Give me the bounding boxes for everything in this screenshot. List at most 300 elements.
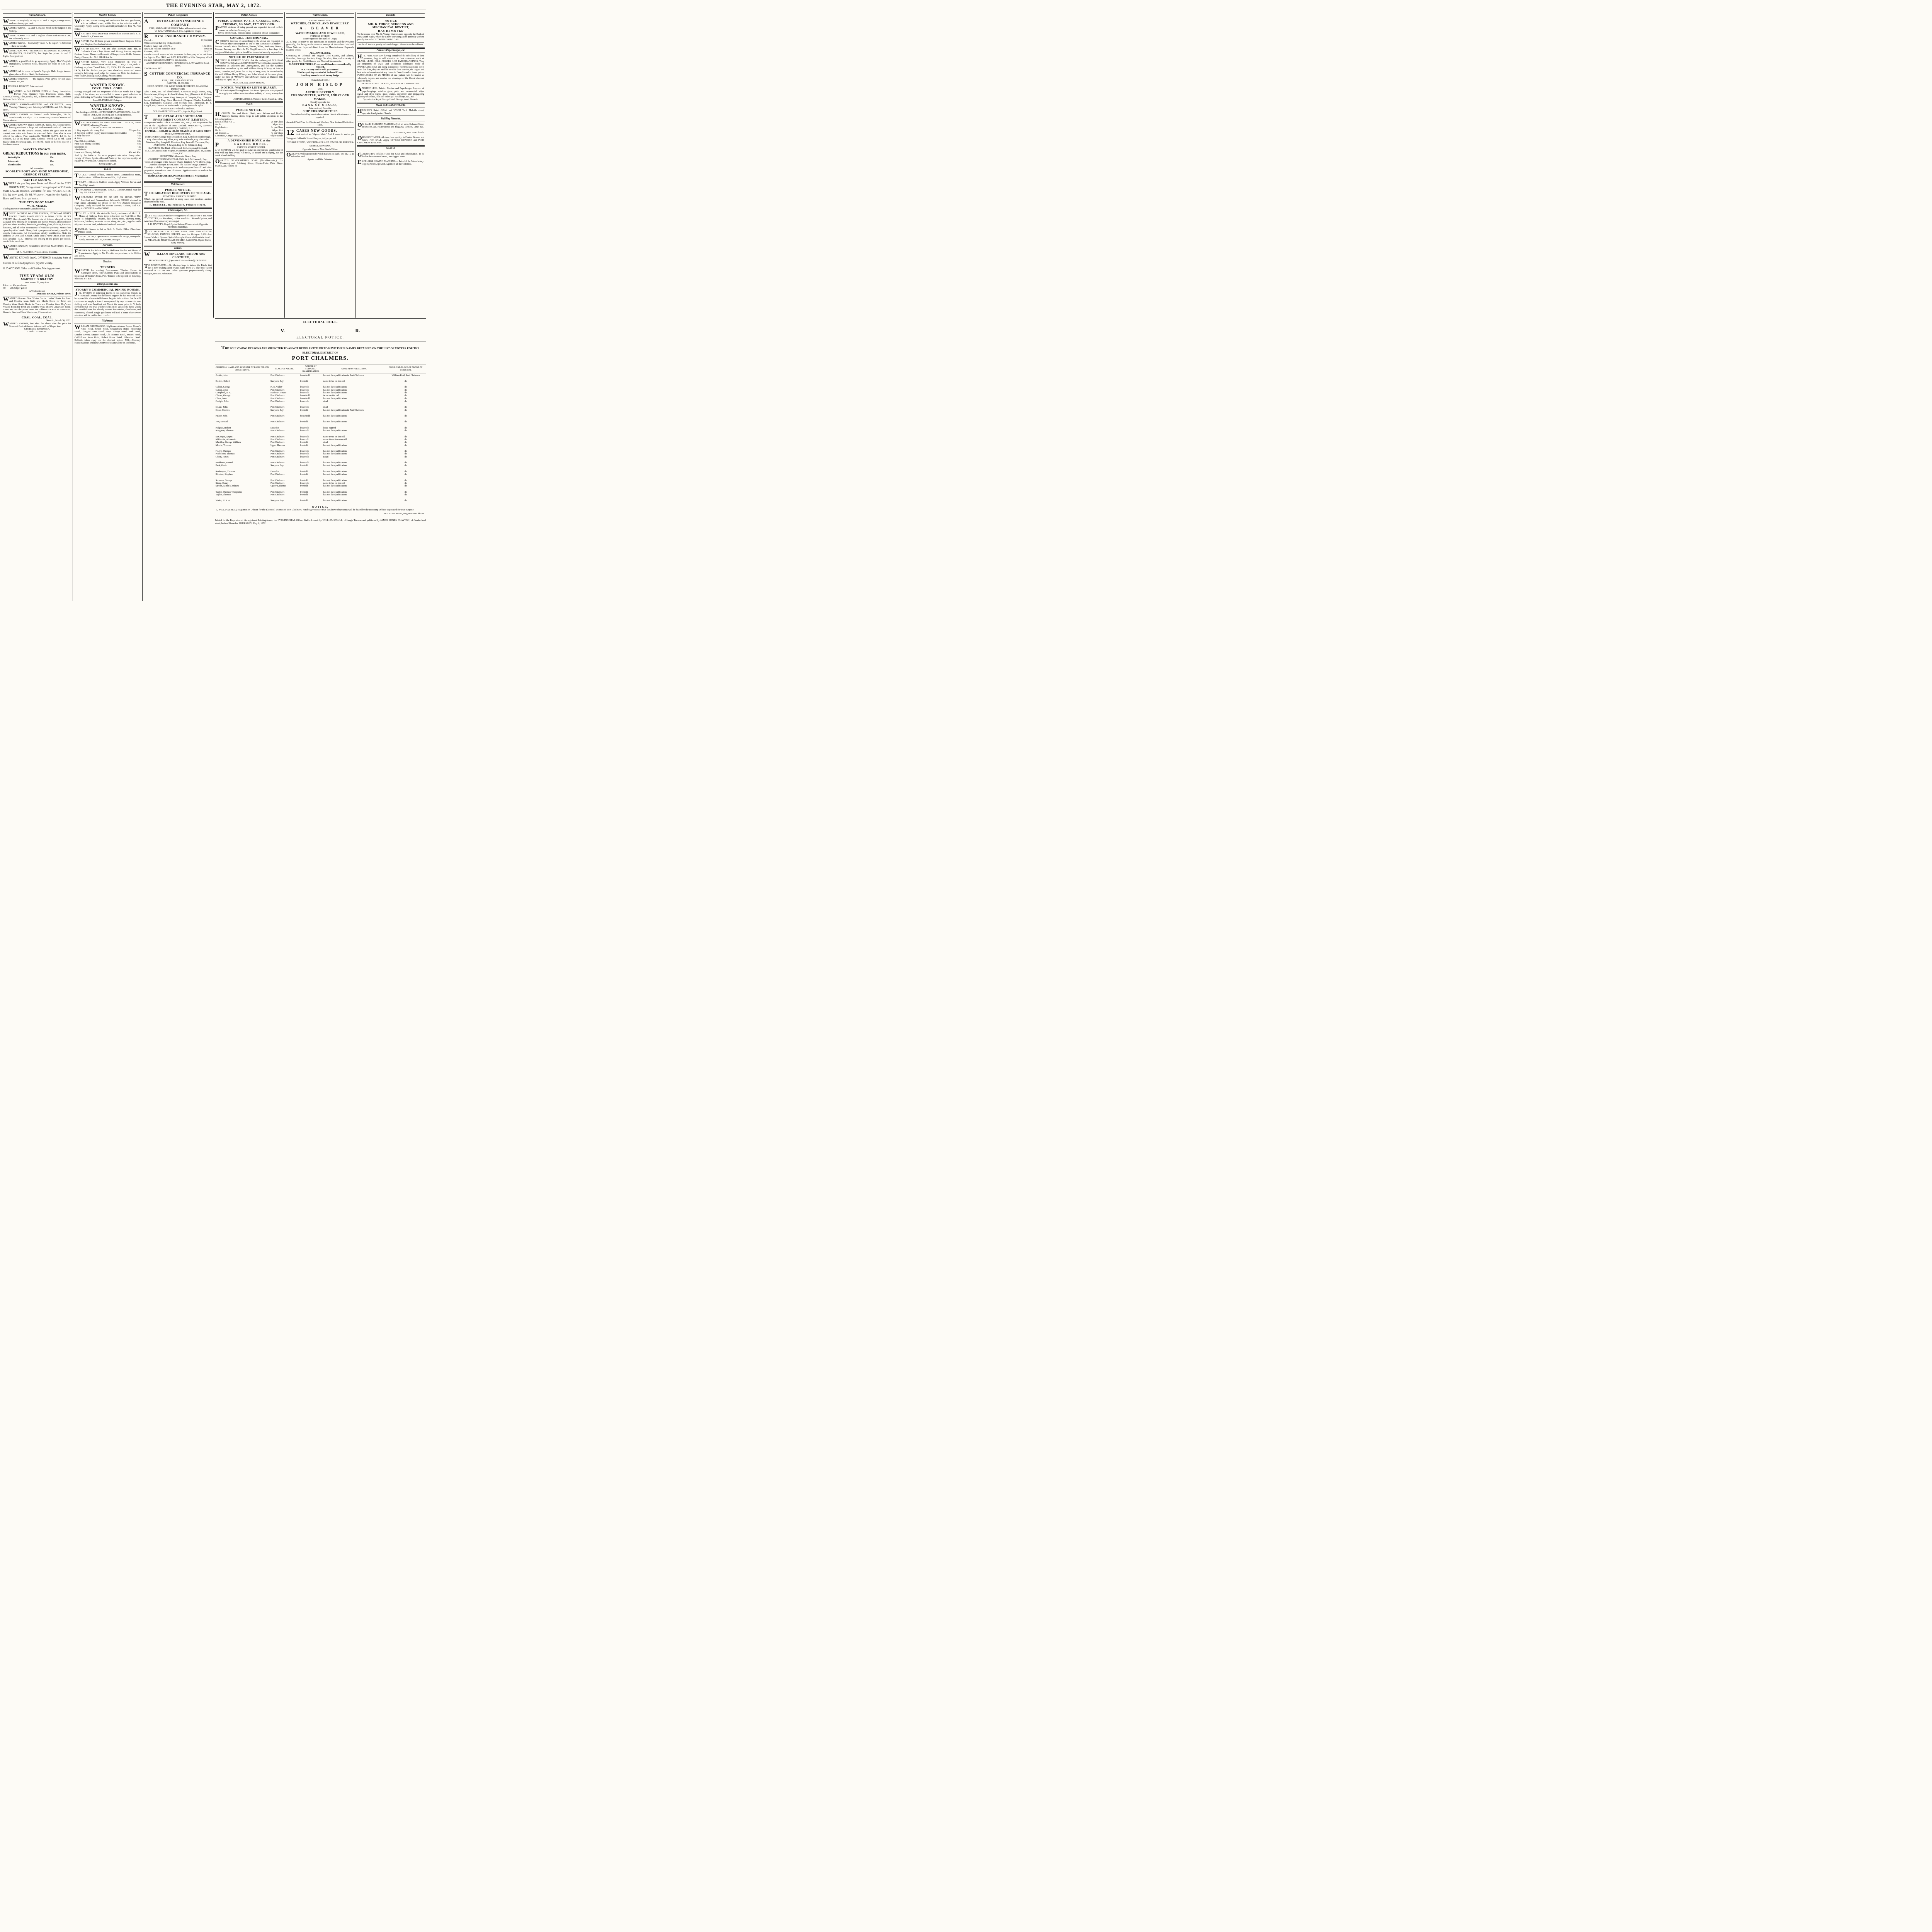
price-cell: New Life Policies issued in 1870 (144, 48, 175, 50)
section-header: Tailors. (144, 246, 212, 251)
table-cell: Port Chalmers (270, 461, 285, 464)
table-cell: Upper Harbour (270, 444, 286, 447)
table-cell: has not the qualification (323, 464, 347, 467)
table-cell: do (404, 479, 407, 482)
table-cell: Port Chalmers (270, 374, 285, 377)
price-row (144, 45, 212, 48)
ad-economists (144, 263, 212, 276)
ad-body: JUST RECEIVED ex STORM BIRD. FISH AND OYSTER SALOONS, PRINCES STREET, near the Octagon. 1,200 doz. Stewart's Island Oysters. Splendid sample. Game of all sorts in hand. (144, 230, 212, 239)
price-cell: 3. Very fine Port (75, 135, 90, 138)
classified-ad (3, 112, 71, 123)
table-row (215, 470, 426, 473)
price-table (215, 121, 283, 138)
table-cell: freehold (300, 464, 308, 467)
ad-subtitle: PRINCES STREET, (Opposite Criterion Hotel,) DUNEDIN. (149, 259, 207, 262)
section-header: For Sale. (74, 243, 141, 248)
ad-signature: JOHN MITCHELL, Princes street, Convener of Sub-Committee. (218, 31, 281, 34)
ad-body: J.N. STORRY in returning thanks to his numerous friends in Town and Country for the liberal support he has received since he opened the above establishment begs to inform them that he still continues to supply a Lunch unsurpassed by any in town for one shilling, and also Breakfast and Tea at the same price. J. N. feels confident that one trial will be sufficient to uphold the fame which this Establishment has already attained for comfort, cleanliness, and superiority of food. Single gentlemen will find a home where every attention will be paid to their comfort. (75, 291, 141, 317)
table-cell: freehold (300, 444, 308, 447)
table-row (215, 374, 426, 377)
ad-body: SEVERAL Houses to Let or Sell. E. Quick, Eldon Chambers, Princes street. (75, 227, 141, 234)
table-cell: freehold (300, 479, 308, 482)
price-row (75, 138, 141, 140)
table-cell: Port Chalmers (270, 455, 285, 458)
table-cell: do (404, 444, 407, 447)
ad-body: FREEHOLD, for Sale at Roslyn, Half-acre Garden and Home of 5 apartments. Apply to Mr Christie, on premises, or to Gillies and Street. (75, 248, 141, 258)
section-header: Hairdressers. (144, 182, 212, 187)
ad-body: WANTED KNOWN. — The highest Price given for old Lead, Pewter, &c, &c. (3, 77, 71, 83)
table-row (215, 427, 426, 429)
table-cell: freehold (300, 485, 308, 488)
ad-signature: W. H. M'KEAY. JOHN MOUAT. (233, 81, 265, 84)
ad-public-dinner (215, 19, 283, 36)
table-row (215, 397, 426, 400)
ad-signature: J. and D. FINDLAY. (27, 330, 47, 333)
spacer-cell (215, 476, 426, 479)
table-cell: has not the qualification (323, 485, 347, 488)
table-cell: has not the qualification (323, 449, 347, 452)
ad-excelsior (357, 159, 425, 167)
ad-body: NOTICE IS HEREBY GIVEN that the undersigned WILLIAM HENRY M'KEAY, and JOHN MOUAT have this day entered into Partnership as Solicitors and Conveyancers, and that the business heretofore carried on by the said William Henry M'Keay, at Princes street, Dunedin, will, from the 1st day of May, next, be carried on by the said William Henry M'Keay, and John Mouat, at the same place, under the firm of "M'KEAY and MOUAT." Dated at Dunedin this 30th day of April, 1872. (215, 58, 283, 82)
ad-body: WANTED KNOWN, that after the above date the price for Screened Coal, delivered in town, will be 50s per ton. (3, 321, 71, 328)
classified-ad (74, 19, 141, 32)
price-cell: 4d per Bottle (270, 134, 283, 138)
table-row (215, 394, 426, 397)
ad-title: PUBLIC NOTICE. (165, 188, 191, 192)
table-row (215, 491, 426, 493)
price-cell: 30s (137, 138, 141, 140)
table-cell: Port Chalmers (270, 429, 285, 432)
table-cell: household (300, 374, 310, 377)
table-cell: has not the qualification (323, 479, 347, 482)
table-cell: has not the qualification (323, 444, 347, 447)
ad-coke (74, 82, 141, 103)
ad-meet-times: To MEET THE TIMES, Prices on all Goods are considerably reduced. (289, 63, 352, 68)
ad-established: ESTABLISHED 1858. (309, 19, 331, 22)
table-cell: Dunedin (270, 470, 279, 473)
section-header: Dining Rooms, &c. (74, 282, 141, 287)
price-row (215, 126, 283, 129)
table-cell: Deans, John (216, 406, 228, 409)
table-cell: Parkhurst, Daniel (216, 461, 233, 464)
ad-body: WANTED Known.—Everybody wears A. T. Inglis's 4s 6d Shoes—their own make. (3, 41, 71, 48)
price-row (75, 129, 141, 132)
ad-cohen (215, 108, 283, 138)
table-cell: Clark, Isaac (216, 397, 228, 400)
ad-headline: WATCHES, CLOCKS, AND JEWELLERY. (291, 22, 350, 26)
table-row (215, 450, 426, 452)
ad-body: H.S. FISH AND SON having completed the rebuilding of their premises, beg to call attention to their extensive stock of GLASS, LEAD, OILS, COLORS AND PAPERHANGINGS. They are Importers of Wylie and Lochheads celebrated make of PAPERHANGINGS and being in receipt of monthly shipments direct from that firm, they are enabled to offer their patrons, the largest and best selected assortment of any house in Dunedin and at lower prices. PURCHASERS OF 25 PIECES of one pattern will be treated as wholesale buyers, and receive the advantage of the liberal discount made to them. (357, 53, 424, 82)
section-header: Hotels (215, 102, 283, 107)
ad-body: TO SELL, or Let, a Quarter-acre Section and Cottage, Sunnyside. Apply, Peterson and Co., Grocers, Octagon. (75, 235, 141, 241)
section-header: Watchmakers. (286, 13, 354, 18)
table-cell: leasehold (300, 406, 310, 409)
price-row (75, 146, 141, 149)
group-spacer (215, 447, 426, 450)
ad-date: 23rd October, 1871. (144, 67, 163, 70)
table-cell: Taylor, Thomas Theophilus (216, 490, 243, 493)
ad-name: MR. B. THROP, SURGEON AND MECHANICAL DENTIST, (368, 22, 414, 29)
ad-title: CHRONOMETER, WATCH, AND CLOCK MAKER, (291, 94, 350, 101)
table-cell: do (404, 493, 407, 496)
table-cell: leasehold (300, 388, 310, 391)
table-cell: do (404, 481, 407, 485)
ad-subtitle: FIRE, AND MARINE RISKS Taken at lowest current rates. (149, 27, 207, 30)
ad-committee: COMMITTEE IN NEW ZEALAND: W. J. M. Larnach, Esq., Colonial Manager of the Bank of Otago, Limited. A. W. Morris, Esq., Dunedin Manager. BANKERS: The Bank of Otago, Limited. (145, 158, 211, 167)
ad-subtitle: COKE. COKE. COKE. (92, 87, 124, 90)
table-cell: has not the qualification (323, 420, 347, 423)
price-cell: With unlimited liability of shareholders. (144, 42, 182, 45)
ad-body: WANTED Known.—A. and T. Inglis's Stock is the largest in the Colony. (3, 26, 71, 32)
ad-body: HUGHES'S Retail COAL and WOOD Yard, Melville street, opposite Presbyterian Church. (357, 108, 424, 115)
table-row (215, 438, 426, 441)
ad-body: H.COHEN, Star and Garter Hotel, next Wilson and Birch's Brewery Rattray street, begs to call public attention to the following prices:— (215, 111, 283, 121)
ad-body: TO LET.—Offices in Stafford street. Apply William Brown and Co., High street. (75, 180, 141, 187)
table-row (215, 420, 426, 423)
ad-body: GALBIATTI'S Infallible Cure for Gout and Rheumatism, to be had at the Universal Hotel, Maclaggan street. (357, 151, 424, 158)
ad-signature: ROBERT BANKS, Princes-street. (36, 292, 71, 295)
price-cell: 42s (137, 135, 141, 138)
spacer-cell (215, 377, 426, 380)
ad-repair: Watch repairing executed at Reduced Prices. (297, 71, 343, 74)
table-cell: leasehold (300, 429, 310, 432)
table-row (215, 380, 426, 383)
classified-ad (74, 60, 141, 79)
ad-headline: PEACOCK HOTEL, (215, 141, 269, 148)
ad-signature: A. MELVILLE, FIRST CLASS OYSTER SALOONS. Oyster Stews every evening. (145, 238, 211, 245)
table-cell: Port Chalmers (270, 406, 285, 409)
to-let-ad (74, 227, 141, 235)
table-row (215, 479, 426, 482)
price-cell: 72s per doz. (129, 129, 141, 132)
table-row (215, 473, 426, 476)
ad-scottish (144, 71, 212, 114)
ad-davidson (3, 255, 71, 273)
table-row (215, 391, 426, 394)
ad-title: NOTICE OF PARTNERSHIP. (229, 55, 269, 59)
to-let-ad (74, 173, 141, 180)
table-cell: Scoones, George (216, 479, 232, 482)
classified-ad (74, 47, 141, 60)
group-spacer (215, 377, 426, 380)
ad-office: HEAD OFFICE: 133, WEST GEORGE STREET, GLASGOW. (147, 85, 209, 88)
ad-body: ANDREW LEES, Painter, Glazier, and Paperhanger, Importer of paperhangings, window glass, plain and ornamental, ships' signal and deck lights, glass shades, cucumber and propagating glasses; white lead, oils and colors gilt mouldings, &c., &c. (357, 86, 424, 98)
to-let-ad (74, 180, 141, 188)
section-header: Wanted Known. (74, 13, 141, 18)
ad-agents: AGENTS FOR DUNEDIN: HENDERSON, LAW and CO. Bond-street. (146, 61, 210, 67)
price-cell: Third do do (75, 148, 86, 151)
price-cell: Capital ... (144, 39, 153, 42)
price-cell: Second do do (75, 146, 88, 148)
group-spacer (215, 432, 426, 435)
ad-body: WANTED for erecting Four-roomed Wooden House in Harrington-street, Port Chalmers. Plans and specifications to be seen at Mr Kettle's Store, Port. Tenders to be opened on Saturday, 4th May, at 7 p.m. (75, 268, 141, 280)
table-cell: Stone, Henry (216, 481, 229, 485)
cipher-v: V. (281, 328, 285, 334)
table-cell: dead (323, 400, 328, 403)
ad-lees (357, 86, 425, 102)
ad-body: THE Undersigned having leased the above Quarry is now prepared to supply the Public with first-class Rubble, all sizes, at very low rates. (215, 88, 283, 98)
price-cell: Lemonade, Ginger Beer, &c. (215, 134, 243, 138)
section-header: To Let. (74, 167, 141, 172)
notice-body: I, WILLIAM REID, Registration Officer for the Electoral District of Port Chalmers, hereby give notice that the above objections will be heard by the Revising Officer appointed for that purpose. (216, 508, 415, 511)
ad-body: TO LET.—Central Offices, Princes street. Commodious Store, Walker street. William Brown and Co., High street. (75, 172, 141, 179)
ad-body: CITIZENS desirous of subscribing to the above are requested to forward their subscription to any of the Committee as under:— Messrs Larnach, Wain, Mackerras, Barnes, Wales, Anderson, Stewart, Mercer, Ramsay, and Fish. As Mr Cargill leaves in a few days it is suggested that subscriptions should be forwarded as early as possible. (215, 39, 283, 54)
table-cell: do (404, 461, 407, 464)
table-cell: do (404, 408, 407, 412)
table-cell: Port Chalmers (270, 479, 285, 482)
ad-body: WANTED KNOWN.—MUFFINS and CRUMPETS, every Tuesday, Thursday, and Saturday. MORRELL and CO., George street. (3, 102, 71, 112)
electoral-notice-title: ELECTORAL NOTICE. (215, 335, 426, 342)
classified-ad (74, 39, 141, 47)
ad-body: Just arrived ex "Agnes Muir," And 4 cases to arrive per "Margaret Galbraith" from Glasgow, daily expected. (286, 133, 354, 140)
table-cell: name twice on the roll (323, 435, 345, 438)
ad-signature: THE CITY BOOT MART. (19, 200, 55, 204)
ad-body: WANTED, Private Sitting and Bedrooms for Two gentlemen, with or without board, within five or ten minutes walk of University. Apply, stating terms and full particulars to Box 75, Post Office (75, 18, 141, 31)
table-row (215, 499, 426, 502)
ad-signature: JOHN GALLAGHER. (97, 78, 119, 81)
table-cell: Port Chalmers (270, 388, 285, 391)
price-row (215, 121, 283, 123)
electoral-intro: THE FOLLOWING PERSONS ARE OBJECTED TO AS NOT BEING ENTITLED TO HAVE THEIR NAMES RETAINED ON THE LIST OF VOTERS FOR THE ELECTORAL DISTRICT OF (221, 345, 420, 355)
electoral-title: ELECTORAL ROLL. (303, 320, 338, 324)
price-row (75, 132, 141, 135)
ad-body: TO LET or SELL, the desirable Family residence of Mr H. P. Morse, at Halfway Bush, three miles from the Post Office. The house is delightfully situated, has dining-room, drawing-room, bedrooms, kitchens, servants rooms, dairy, &c., &c., together with fifty-two acres of land, subdivided and well watered. (75, 211, 141, 226)
ad-street: Princes street, Dunedin, (308, 107, 332, 110)
ad-oregon (357, 135, 425, 146)
table-cell: do (404, 490, 407, 493)
ad-body: HUGHES & HARVEY, Princes-street. (3, 84, 44, 91)
table-cell: Port Chalmers (270, 397, 285, 400)
ad-signature: GEORGE S. BRODRICK. (24, 328, 50, 331)
ad-signature: GEORGE YOUNG, WATCHMAKER AND JEWELLER, PRINCES-STREET, DUNEDIN. (286, 141, 354, 148)
classified-ad (3, 84, 71, 89)
classified-ad (3, 89, 71, 102)
table-row (215, 406, 426, 408)
ad-signature: J. and D. FINDLAY, Octagon. (93, 116, 122, 119)
table-cell: leasehold (300, 435, 310, 438)
table-cell: leasehold (300, 449, 310, 452)
table-cell: Wales, N. Y. A. (216, 499, 231, 502)
ad-signature: PRINCES STREET SOUTH, WHOLESALE AND RETAIL. (361, 82, 420, 85)
ad-body: WANTED to Sell DRAIN PIPES of Every description, Flower Pots, Chimney Tops, Fountains, Vases, Butts, Crocks, Flooring Tiles, Bricks, &c., at lowest current rates. Lambert's Water of Leith Works. (3, 89, 71, 101)
ad-agents: Agents in all the Colonies. (307, 158, 333, 161)
table-row (215, 415, 426, 417)
ad-signature: JOHN SIBBALD. (99, 162, 117, 165)
ad-title: COAL. COAL. COAL. (21, 315, 53, 319)
ad-removed: HAS REMOVED (378, 29, 404, 32)
table-row (215, 485, 426, 487)
price-row: Balmorals 20s. (8, 160, 54, 163)
ad-body: Alex. Crum, Esq., of Thornliebank, Chairman. Hugh Brown, Esq., Manufacturer, Glasgow. Richard Kidston, Esq., (Messrs A. G. Kidston and Co.), Glasgow. James King, Younger, of Campsie, Esq., Glasgow. James Kirkland, Esq., Corn Merchant, Glasgow. Charles Randolph, Esq., Shipbuilder, Glasgow. John Moffatt, Esq., Ardrossan. D. S. Cargill, Esq. (Messrs W. Milne and Co.) Glasgow and Ceylon. (144, 90, 212, 107)
spacer-cell (215, 432, 426, 435)
ad-subtitle: GOOD CHEAP GENUINE WINES. (92, 127, 124, 129)
table-cell: has not the qualification (323, 415, 347, 418)
ad-winter-goods (3, 296, 71, 315)
printer-imprint: Printed for the Proprietor, at his registered Printing-house, the EVENING STAR Office, Stafford street, by WILLIAM COULL, of Laug's Terrace, and published by JAMES HENRY CLAYTON, of Cumberland street, both of Dunedin. THURSDAY, May 2, 1872 (215, 518, 426, 525)
ad-freehold (74, 248, 141, 259)
table-cell: Port Chalmers (270, 415, 285, 418)
ad-headline: THE GREATEST DISCOVERY OF THE AGE. (144, 191, 211, 197)
price-row: Watertights 20s. (8, 156, 54, 159)
table-cell: has not the qualification (323, 461, 347, 464)
price-cell: 600,548 (204, 48, 212, 50)
ad-body: WANTED, Two 10 horse-power portable Steam Engines. Gibbs and Clayton, Cumberland street. (75, 39, 141, 46)
price-cell: 6d per Pint (272, 129, 283, 132)
ad-location: Nearly opposite the Bank of Otago, (303, 37, 337, 41)
ad-signature: G. DAVIDSON, Tailor and Clothier, Maclaggan street. (3, 267, 61, 270)
spacer-cell (215, 496, 426, 499)
table-cell: do (404, 441, 407, 444)
table-cell: Austin, John (216, 374, 228, 377)
table-cell: Taylor, Thomas (216, 493, 231, 496)
ad-list (74, 173, 141, 242)
table-row (215, 493, 426, 496)
ad-title: STORRY'S COMMERCIAL DINING ROOMS. (75, 288, 140, 292)
price-cell: First-class Sherry (old dry) (75, 143, 100, 146)
cipher-r: R. (355, 328, 360, 334)
table-cell: has not the qualification in Port Chalmers (323, 408, 364, 412)
group-spacer (215, 467, 426, 470)
ad-title: TENDERS (100, 265, 115, 269)
ad-line: A Trial solicited, (29, 289, 45, 293)
ad-wines (74, 121, 141, 167)
col-header: NAME AND PLACE OF ABODE OF OBJECTOR. (386, 364, 426, 374)
table-cell: Craigie, John (216, 400, 229, 403)
table-cell: do (404, 473, 407, 476)
table-cell: name twice on the roll (323, 379, 345, 383)
ad-title: SCOTTISH COMMERCIAL INSURANCE CO. (144, 71, 210, 79)
table-cell: do (404, 415, 407, 418)
price-row (215, 132, 283, 134)
ad-headline: MARTELL'S BRANDY (21, 277, 53, 281)
price-cell: Lorne and Glenury Whisky (75, 151, 100, 154)
ad-solicitors: SOLICITORS: Messrs Hughes, Masterman, and Hughes, 26, Austin Friars, E.C. (145, 149, 211, 155)
ad-melville-oysters (144, 230, 212, 245)
section-header: Tenders. (74, 260, 141, 264)
ad-body: Cleaned and rated by transit observations. Nautical Instruments repaired. (289, 113, 351, 119)
table-cell: do (404, 470, 407, 473)
table-cell: Redmayne, Thomas (216, 470, 235, 473)
ad-hair (144, 188, 212, 207)
to-let-ad (74, 188, 141, 196)
ad-body: See the Annual Report of the Directors for last year, to be had from the Agents. The FIRE and LIFE POLICIES of this Company afford the most Perfect SECURITY to the Assured. (144, 53, 212, 62)
ad-subtitle: WATCHMAKER AND JEWELLER, (295, 31, 345, 35)
table-cell: Calder, George (216, 386, 231, 389)
ad-body: ON SALE, BUILDING MATERIALS of all sorts, Kakanui Stone, Bluestone, &c. Hearthstones and Flagging, Cement, Lime, &c., &c. (357, 122, 424, 131)
ad-galbiatti (357, 152, 425, 160)
ad-footer: The big Hammer constantly Manufacturing. (3, 207, 46, 211)
table-cell: Port Chalmers (270, 473, 285, 476)
ad-body: WANTED to rent a Dairy near town with or without stock. S. R. Post office, Caversham. (75, 31, 141, 38)
ad-signature: F. BEISSEL, Hairdresser, Princes street. (150, 203, 206, 206)
ad-signature: Opposite the Royal George Hotel. George street, Dunedin. (363, 98, 419, 101)
price-cell: 60s (137, 143, 141, 146)
ad-body: WANTED, a good Cook to go up country. Apply, Mrs Wingfield Humphreys, Criterion Hotel, between the hours of 9.30 a.m., and 11 a.m. (3, 59, 71, 68)
price-cell: 3d per Pint (272, 123, 283, 126)
table-cell: do (404, 420, 407, 423)
table-cell: Park, Gavin (216, 464, 228, 467)
ad-subtitle: Five Years Old, very fine. (25, 281, 49, 284)
table-cell: Kingston, Thomas (216, 429, 234, 432)
group-spacer (215, 412, 426, 415)
ad-otago-investment (144, 114, 212, 182)
ad-signature: WILLIAM BROWN and CO., Agents, High Street. (153, 110, 203, 113)
table-cell: do (404, 391, 407, 394)
table-cell: Port Chalmers (270, 490, 285, 493)
classified-ad (3, 34, 71, 41)
table-cell: has not the qualification (323, 397, 347, 400)
table-cell: do (404, 400, 407, 403)
electoral-roll (215, 318, 426, 601)
ad-body: J. W. COTTON will be glad to make his old friends comfortable if they will pay him a visit. All meals, 1s. Board and Lodging, 20s per week. Good stabling. (215, 148, 283, 157)
ad-coal (3, 315, 71, 334)
ad-brandy (3, 273, 71, 296)
ad-royal-insurance (144, 34, 212, 71)
table-cell: Harbour Terrace (270, 391, 287, 394)
col-header: PLACE OF ABODE. (270, 364, 299, 374)
table-cell: dead (323, 441, 328, 444)
ad-cargill-testimonial (215, 36, 283, 55)
table-cell: household (300, 397, 310, 400)
ad-tenders (74, 265, 141, 282)
ad-title: WILLIAM SINCLAIR, TAILOR AND CLOTHIER, (144, 252, 206, 259)
table-cell: do (404, 449, 407, 452)
table-cell: has not the qualification (323, 452, 347, 456)
spacer-cell (215, 423, 426, 427)
table-cell: Riordan, Stephen (216, 473, 233, 476)
ad-hislop (286, 78, 354, 128)
table-row (215, 429, 426, 432)
ad-beaver (286, 19, 354, 78)
ad-title: PUBLIC DINNER TO E. B. CARGILL, ESQ., TUESDAY, 7th MAY, AT 7 O'CLOCK. (218, 19, 281, 26)
section-header: Fishmongers, &c. (144, 208, 212, 213)
table-cell: leasehold (300, 438, 310, 441)
ad-body: A. B. begs to notify to the inhabitants of Dunedin and the Province generally, that being in the constant receipt of First-class Gold and Silver Watches, Imported direct from the Manufacturers, Expressly Made to Order. (286, 40, 354, 52)
table-cell: leasehold (300, 400, 310, 403)
price-cell: 60s (137, 132, 141, 134)
ad-body: WANTED Everybody to Buy at A. and T. Inglis, George street, and save twenty per cent. (3, 18, 71, 25)
ad-subtitle: EGYPTIAN HAIR COLOURING. (163, 195, 197, 198)
ad-signature: JOHN HASTINGS, Water of Leith, March 2, 1872. (233, 98, 283, 101)
table-cell: freehold (300, 379, 308, 383)
price-cell: 84s (137, 140, 141, 143)
to-let-ad (74, 195, 141, 211)
price-cell: 4. Ditto (75, 138, 82, 140)
ad-body: WILLIAM GREENWOOD, Nightman. Address Boxes: Queen's Arms Hotel, Union Hotel, Craigieburn Hotel, Provincial Hotel, Glasgow Arms Hotel, Royal George Hotel, York Hotel, London Tavern, Empire Hotel, Old Identity Hotel, Sussex Hotel, Oddfellows' Arms Hotel, Robert Burns Hotel, Hibernian Hotel. Rubbish taken away on the shortest notice. N.B.—Chimney sweeping done. William Greenwood's name alone on the boxes. (75, 324, 141, 345)
table-cell: Dead (323, 455, 328, 458)
ad-headline: WANTED KNOWN, the WINE AND SPIRIT VAULTS, HIGH STREET, adjoining Theatre. (75, 120, 141, 127)
ad-body: Which has proved successful in every case. Just received another shipment by the mail. (144, 198, 212, 204)
table-cell: William Reid, Port Chalmers (391, 374, 420, 377)
table-cell: has not the qualification (323, 391, 347, 394)
ad-name: JOHN HISLOP (296, 83, 344, 87)
wine-price-table (75, 129, 141, 154)
table-cell: name three times on roll (323, 438, 347, 441)
royal-figures (144, 39, 212, 53)
table-cell: do (404, 429, 407, 432)
classified-ad (3, 41, 71, 49)
table-row (215, 435, 426, 438)
table-row (215, 409, 426, 412)
ad-body: Having arranged with the Proprietor of the Gas Works for a large supply of the above, we are enabled to make a great reduction in price, delivering in Town for Household Purposes at 40s per ton. (75, 90, 141, 99)
table-row (215, 482, 426, 485)
objection-table (215, 364, 426, 502)
ad-oakey-knife (286, 152, 354, 162)
ad-oakey-soap (215, 158, 283, 168)
table-row (215, 452, 426, 455)
price-cell: 3d per Glass (271, 126, 283, 129)
section-header: Wanted Known. (3, 13, 71, 18)
